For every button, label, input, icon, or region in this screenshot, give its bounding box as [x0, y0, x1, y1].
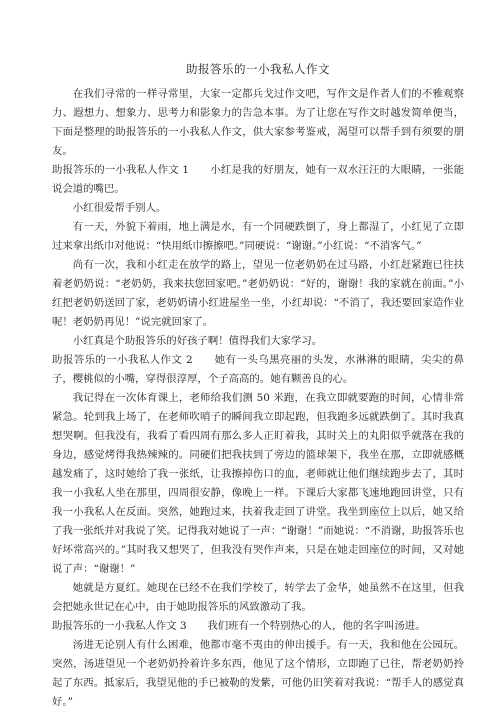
paragraph: 小红很爱帮手别人。 — [72, 202, 167, 214]
document-title: 助报答乐的一小我私人作文 — [186, 62, 330, 76]
essay-1-heading-paragraph: 助报答乐的一小我私人作文 1 小红是我的好朋友，她有一双水汪汪的大眼睛，一张能说会道的嘴巴。 — [52, 164, 464, 195]
essay-2-heading-paragraph: 助报答乐的一小我私人作文 2 她有一头乌黑亮丽的头发，水淋淋的眼睛，尖尖的鼻子，樱桃似的小嘴，穿得很淳厚，个子高高的。她有颗善良的心。 — [52, 354, 464, 385]
paragraph: 汤进无论别人有什么困难，他都市毫不夷由的伸出援手。有一天，我和他在公园玩。突然，汤进望见一个老奶奶拎着许多东西，他见了这个情形，立即跑了已往，帮老奶奶拎起了东西。抵家后，我望见他的手已被勒的发紫，可他仍旧笑着对我说：“帮手人的感觉真好。” — [52, 639, 464, 708]
paragraph: 尚有一次，我和小红走在放学的路上，望见一位老奶奶在过马路，小红赶紧跑已往扶着老奶奶说：“老奶奶，我来扶您回家吧。”老奶奶说：“好的，谢谢！我的家就在前面。”小红把老奶奶送回了家，老奶奶请小红进屋坐一坐，小红却说：“不消了，我还要回家造作业呢！老奶奶再见！”说完就回家了。 — [52, 259, 464, 328]
paragraph: 小红真是个助报答乐的好孩子啊！值得我们大家学习。 — [72, 335, 323, 347]
paragraph: 我记得在一次体育课上，老师给我们测 50 米跑，在我立即就要跑的时间，心情非常紧急。轮到我上场了，在老师吹哨子的瞬间我立即起跑，但我跑多远就跌倒了。其时我真想哭啊。但我没有，我看了看四周有那么多人正盯着我，其时关上的丸阳似乎就落在我的身边，感觉烤得我热辣辣的。同硬们把我扶到了旁边的篮球架下，我坐在那，立即就感概越发痛了，这时她给了我一张纸，让我擦掉伤口的血，老师就让他们继续跑步去了，其时我一小我私人坐在那里，四周很安静，像晚上一样。下课后大家都飞速地跑回讲堂，只有我一小我私人在反面。突然，她跑过来，扶着我走回了讲堂。我坐到座位上以后，她又给了我一张纸并对我说了笑。记得我对她说了一声：“谢谢！”而她说：“不消谢，助报答乐也好坏常高兴的。”其时我又想哭了，但我没有哭作声来，只是在她走回座位的时间，又对她说了声：“谢谢！” — [52, 392, 464, 575]
paragraph-intro: 在我们寻常的一样寻常里，大家一定都兵戈过作文吧，写作文是作者人们的不雅观察力、遐想力、想象力、思考力和影象力的告急本事。为了让您在写作文时越发简单便当，下面是整理的助报答乐的一小我私人作文，供大家参考鉴戒，渴望可以帮手到有须要的朋友。 — [52, 88, 464, 157]
paragraph: 她就是方夏红。她现在已经不在我们学校了，转学去了金华，她虽然不在这里，但我会把她永世记在心中，由于她助报答乐的风致激动了我。 — [52, 582, 464, 613]
paragraph: 有一天，外貌下着雨，地上满是水，有一个同硬跌倒了，身上都湿了，小红见了立即过来拿出纸巾对他说：“快用纸巾擦擦吧。”同硬说：“谢谢。”小红说：“不消客气。” — [52, 221, 464, 252]
essay-3-heading-paragraph: 助报答乐的一小我私人作文 3 我们班有一个特别热心的人，他的名字叫汤进。 — [52, 620, 426, 632]
